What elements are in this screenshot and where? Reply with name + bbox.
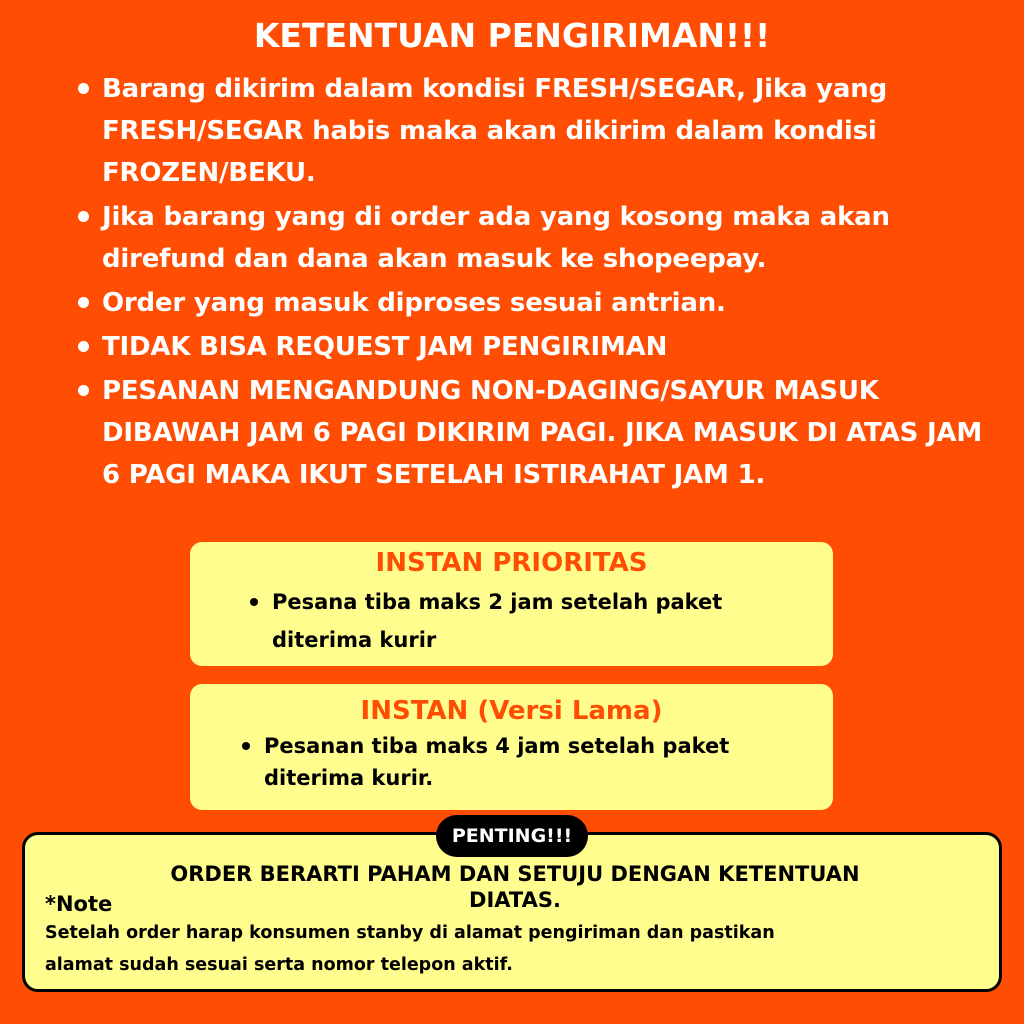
- page-title: KETENTUAN PENGIRIMAN!!!: [253, 16, 771, 55]
- rule-item-no-request: TIDAK BISA REQUEST JAM PENGIRIMAN: [70, 326, 990, 368]
- instan-versi-lama-card: [190, 684, 833, 810]
- rule-item-queue: Order yang masuk diproses sesuai antrian.: [70, 282, 990, 324]
- bullet-icon: [242, 742, 250, 750]
- note-label: *Note: [45, 892, 113, 916]
- card-title: INSTAN PRIORITAS: [375, 548, 648, 578]
- note-text: Setelah order harap konsumen stanby di alamat pengiriman dan pastikan alamat sudah sesuai serta nomor telepon aktif.: [45, 923, 775, 975]
- rule-item-fresh: Barang dikirim dalam kondisi FRESH/SEGAR, Jika yang FRESH/SEGAR habis maka akan dikirim dalam kondisi FROZEN/BEKU.: [70, 68, 990, 194]
- rule-item-schedule: PESANAN MENGANDUNG NON-DAGING/SAYUR MASUK DIBAWAH JAM 6 PAGI DIKIRIM PAGI. JIKA MASUK DI ATAS JAM 6 PAGI MAKA IKUT SETELAH ISTIRAHAT JAM 1.: [70, 370, 990, 496]
- shipping-rules-list: [70, 68, 990, 498]
- card-title: INSTAN (Versi Lama): [360, 696, 663, 726]
- rule-item-refund: Jika barang yang di order ada yang kosong maka akan direfund dan dana akan masuk ke shopeepay.: [70, 196, 990, 280]
- card-line: diterima kurir.: [264, 766, 434, 790]
- card-line: Pesanan tiba maks 4 jam setelah paket: [264, 734, 730, 758]
- card-line: Pesana tiba maks 2 jam setelah paket: [272, 590, 723, 614]
- bullet-icon: [250, 598, 258, 606]
- card-line: diterima kurir: [272, 628, 437, 652]
- important-badge: PENTING!!!: [436, 815, 588, 857]
- agreement-text: ORDER BERARTI PAHAM DAN SETUJU DENGAN KETENTUAN DIATAS.: [170, 862, 860, 912]
- instan-prioritas-card: [190, 542, 833, 666]
